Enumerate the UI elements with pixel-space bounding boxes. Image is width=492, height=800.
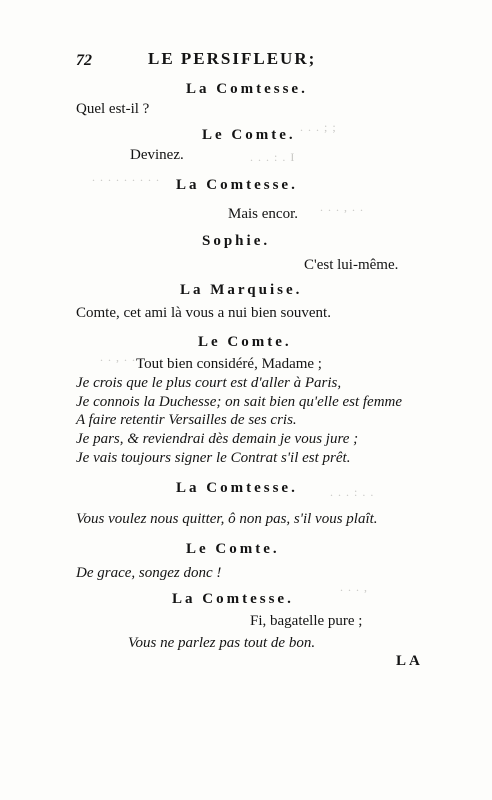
- verse-line: Mais encor.: [228, 206, 298, 222]
- speaker-name: Sophie.: [202, 233, 271, 249]
- verse-line: Comte, cet ami là vous a nui bien souvent.: [76, 305, 331, 321]
- speaker-name: Le Comte.: [202, 127, 296, 143]
- page-number: 72: [76, 52, 92, 69]
- speaker-name: La Comtesse.: [186, 81, 308, 97]
- catchword: LA: [396, 653, 423, 669]
- speaker-name: Le Comte.: [198, 334, 292, 350]
- speaker-name: Le Comte.: [186, 541, 280, 557]
- verse-line: Quel est-il ?: [76, 101, 150, 117]
- show-through-text: . . . , . .: [320, 200, 364, 214]
- speaker-name: La Comtesse.: [172, 591, 294, 607]
- verse-line: Je vais toujours signer le Contrat s'il est prêt.: [76, 450, 351, 466]
- verse-line: Fi, bagatelle pure ;: [250, 613, 363, 629]
- show-through-text: . . . . . . . . .: [92, 170, 160, 184]
- speaker-name: La Comtesse.: [176, 177, 298, 193]
- verse-line: C'est lui-même.: [304, 257, 399, 273]
- verse-line: Je pars, & reviendrai dès demain je vous jure ;: [76, 431, 359, 447]
- verse-line: Vous voulez nous quitter, ô non pas, s'il vous plaît.: [76, 511, 378, 527]
- speaker-name: La Marquise.: [180, 282, 303, 298]
- show-through-text: . . . ; ;: [300, 120, 337, 134]
- verse-line: Vous ne parlez pas tout de bon.: [128, 635, 316, 651]
- show-through-text: . . , . . .: [100, 350, 144, 364]
- show-through-text: . . . ,: [340, 580, 368, 594]
- verse-line: Devinez.: [130, 147, 184, 163]
- verse-line: Tout bien considéré, Madame ;: [136, 356, 322, 372]
- verse-line: Je crois que le plus court est d'aller à Paris,: [76, 375, 342, 391]
- speaker-name: La Comtesse.: [176, 480, 298, 496]
- verse-line: De grace, songez donc !: [76, 565, 222, 581]
- show-through-text: . . . : . I: [250, 150, 296, 164]
- show-through-text: . . . : . .: [330, 485, 375, 499]
- verse-line: Je connois la Duchesse; on sait bien qu'elle est femme: [76, 394, 403, 410]
- verse-line: A faire retentir Versailles de ses cris.: [76, 412, 297, 428]
- running-title: LE PERSIFLEUR;: [148, 49, 317, 68]
